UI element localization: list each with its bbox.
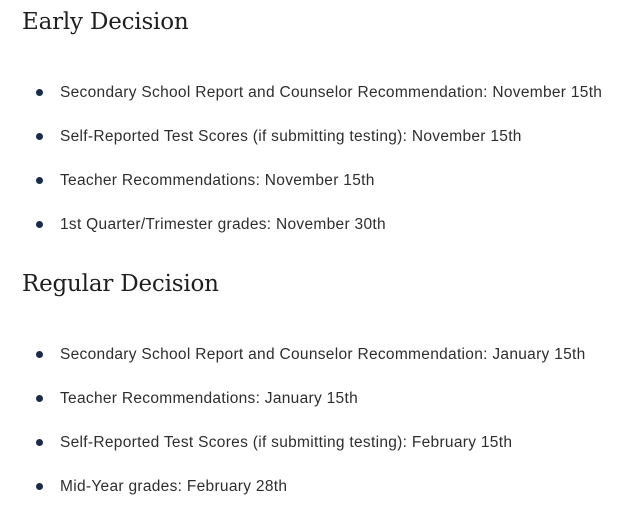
bullet-icon <box>36 177 43 184</box>
list-item <box>0 466 624 510</box>
deadline-text: Secondary School Report and Counselor Recommendation: November 15th <box>60 84 603 101</box>
bullet-icon <box>36 221 43 228</box>
early-decision-heading: Early Decision <box>22 9 189 35</box>
list-item <box>0 160 624 204</box>
list-item <box>0 72 624 116</box>
bullet-icon <box>36 439 43 446</box>
regular-decision-deadline-list <box>0 334 624 510</box>
bullet-icon <box>36 133 43 140</box>
early-decision-deadline-list <box>0 72 624 248</box>
bullet-icon <box>36 395 43 402</box>
deadline-text: Self-Reported Test Scores (if submitting testing): November 15th <box>60 128 522 145</box>
deadline-text: Self-Reported Test Scores (if submitting testing): February 15th <box>60 434 513 451</box>
deadline-text: Teacher Recommendations: January 15th <box>60 390 359 407</box>
deadline-text: Mid-Year grades: February 28th <box>60 478 288 495</box>
list-item <box>0 378 624 422</box>
bullet-icon <box>36 89 43 96</box>
bullet-icon <box>36 483 43 490</box>
regular-decision-heading: Regular Decision <box>22 271 219 297</box>
deadline-text: Secondary School Report and Counselor Recommendation: January 15th <box>60 346 586 363</box>
bullet-icon <box>36 351 43 358</box>
list-item <box>0 204 624 248</box>
list-item <box>0 334 624 378</box>
list-item <box>0 116 624 160</box>
deadline-text: 1st Quarter/Trimester grades: November 30th <box>60 216 386 233</box>
deadline-text: Teacher Recommendations: November 15th <box>60 172 375 189</box>
list-item <box>0 422 624 466</box>
